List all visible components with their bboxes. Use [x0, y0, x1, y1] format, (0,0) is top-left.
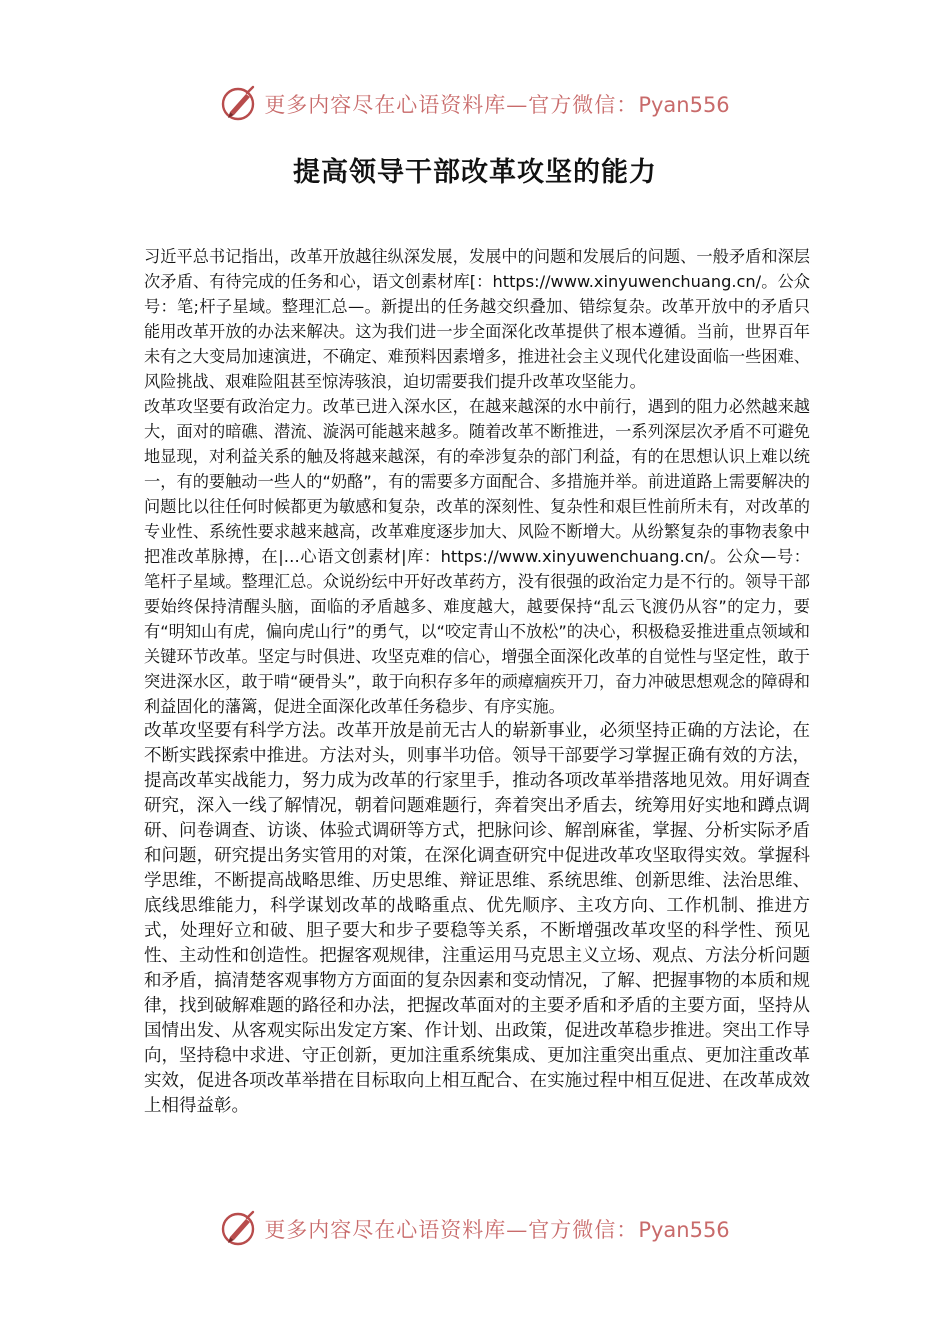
- banner-text: [264, 1214, 729, 1244]
- banner-text: [264, 89, 729, 119]
- banner-slogan: 更多内容尽在心语资料库—官方微信：: [264, 1218, 639, 1242]
- banner-slogan: 更多内容尽在心语资料库—官方微信：: [264, 93, 639, 117]
- paragraph-scientific-method: 改革攻坚要有科学方法。改革开放是前无古人的崭新事业，必须坚持正确的方法论，在不断实践探索中推进。方法对头，则事半功倍。领导干部要学习掌握正确有效的方法，提高改革实战能力，努力成为改革的行家里手，推动各项改革举措落地见效。用好调查研究，深入一线了解情况，朝着问题难题行，奔着突出矛盾去，统筹用好实地和蹲点调研、问卷调查、访谈、体验式调研等方式，把脉问诊、解剖麻雀，掌握、分析实际矛盾和问题，研究提出务实管用的对策，在深化调查研究中促进改革攻坚取得实效。掌握科学思维，不断提高战略思维、历史思维、辩证思维、系统思维、创新思维、法治思维、底线思维能力，科学谋划改革的战略重点、优先顺序、主攻方向、工作机制、推进方式，处理好立和破、胆子要大和步子要稳等关系，不断增强改革攻坚的科学性、预见性、主动性和创造性。把握客观规律，注重运用马克思主义立场、观点、方法分析问题和矛盾，搞清楚客观事物方方面面的复杂因素和变动情况，了解、把握事物的本质和规律，找到破解难题的路径和办法，把握改革面对的主要矛盾和矛盾的主要方面，坚持从国情出发、从客观实际出发定方案、作计划、出政策，促进改革稳步推进。突出工作导向，坚持稳中求进、守正创新，更加注重系统集成、更加注重突出重点、更加注重改革实效，促进各项改革举措在目标取向上相互配合、在实施过程中相互促进、在改革成效上相得益彰。: [144, 721, 810, 1116]
- footer-banner: [0, 1207, 950, 1251]
- article-body: [144, 244, 810, 1119]
- banner-wechat-handle: Pyan556: [638, 1218, 730, 1242]
- paragraph-intro: 习近平总书记指出，改革开放越往纵深发展，发展中的问题和发展后的问题、一般矛盾和深层次矛盾、有待完成的任务和心，语文创素材库[：https://www.xinyuwenchuang.cn/。公众号：笔;杆子星域。整理汇总—。新提出的任务越交织叠加、错综复杂。改革开放中的矛盾只能用改革开放的办法来解决。这为我们进一步全面深化改革提供了根本遵循。当前，世界百年未有之大变局加速演进，不确定、难预料因素增多，推进社会主义现代化建设面临一些困难、风险挑战、艰难险阻甚至惊涛骇浪，迫切需要我们提升改革攻坚能力。: [144, 247, 810, 391]
- pen-logo-icon: [220, 84, 260, 124]
- pen-logo-icon: [220, 1209, 260, 1249]
- banner-wechat-handle: Pyan556: [638, 93, 730, 117]
- header-banner: [0, 82, 950, 126]
- page-title: 提高领导干部改革攻坚的能力: [293, 157, 657, 188]
- paragraph-political-resolve: 改革攻坚要有政治定力。改革已进入深水区，在越来越深的水中前行，遇到的阻力必然越来越大，面对的暗礁、潜流、漩涡可能越来越多。随着改革不断推进，一系列深层次矛盾不可避免地显现，对利益关系的触及将越来越深，有的牵涉复杂的部门利益，有的在思想认识上难以统一，有的要触动一些人的“奶酪”，有的需要多方面配合、多措施并举。前进道路上需要解决的问题比以往任何时候都更为敏感和复杂，改革的深刻性、复杂性和艰巨性前所未有，对改革的专业性、系统性要求越来越高，改革难度逐步加大、风险不断增大。从纷繁复杂的事物表象中把准改革脉搏，在|…心语文创素材|库：https://www.xinyuwenchuang.cn/。公众—号：笔杆子星域。整理汇总。众说纷纭中开好改革药方，没有很强的政治定力是不行的。领导干部要始终保持清醒头脑，面临的矛盾越多、难度越大，越要保持“乱云飞渡仍从容”的定力，要有“明知山有虎，偏向虎山行”的勇气，以“咬定青山不放松”的决心，积极稳妥推进重点领域和关键环节改革。坚定与时俱进、攻坚克难的信心，增强全面深化改革的自觉性与坚定性，敢于突进深水区，敢于啃“硬骨头”，敢于向积存多年的顽瘴痼疾开刀，奋力冲破思想观念的障碍和利益固化的藩篱，促进全面深化改革任务稳步、有序实施。: [144, 397, 810, 716]
